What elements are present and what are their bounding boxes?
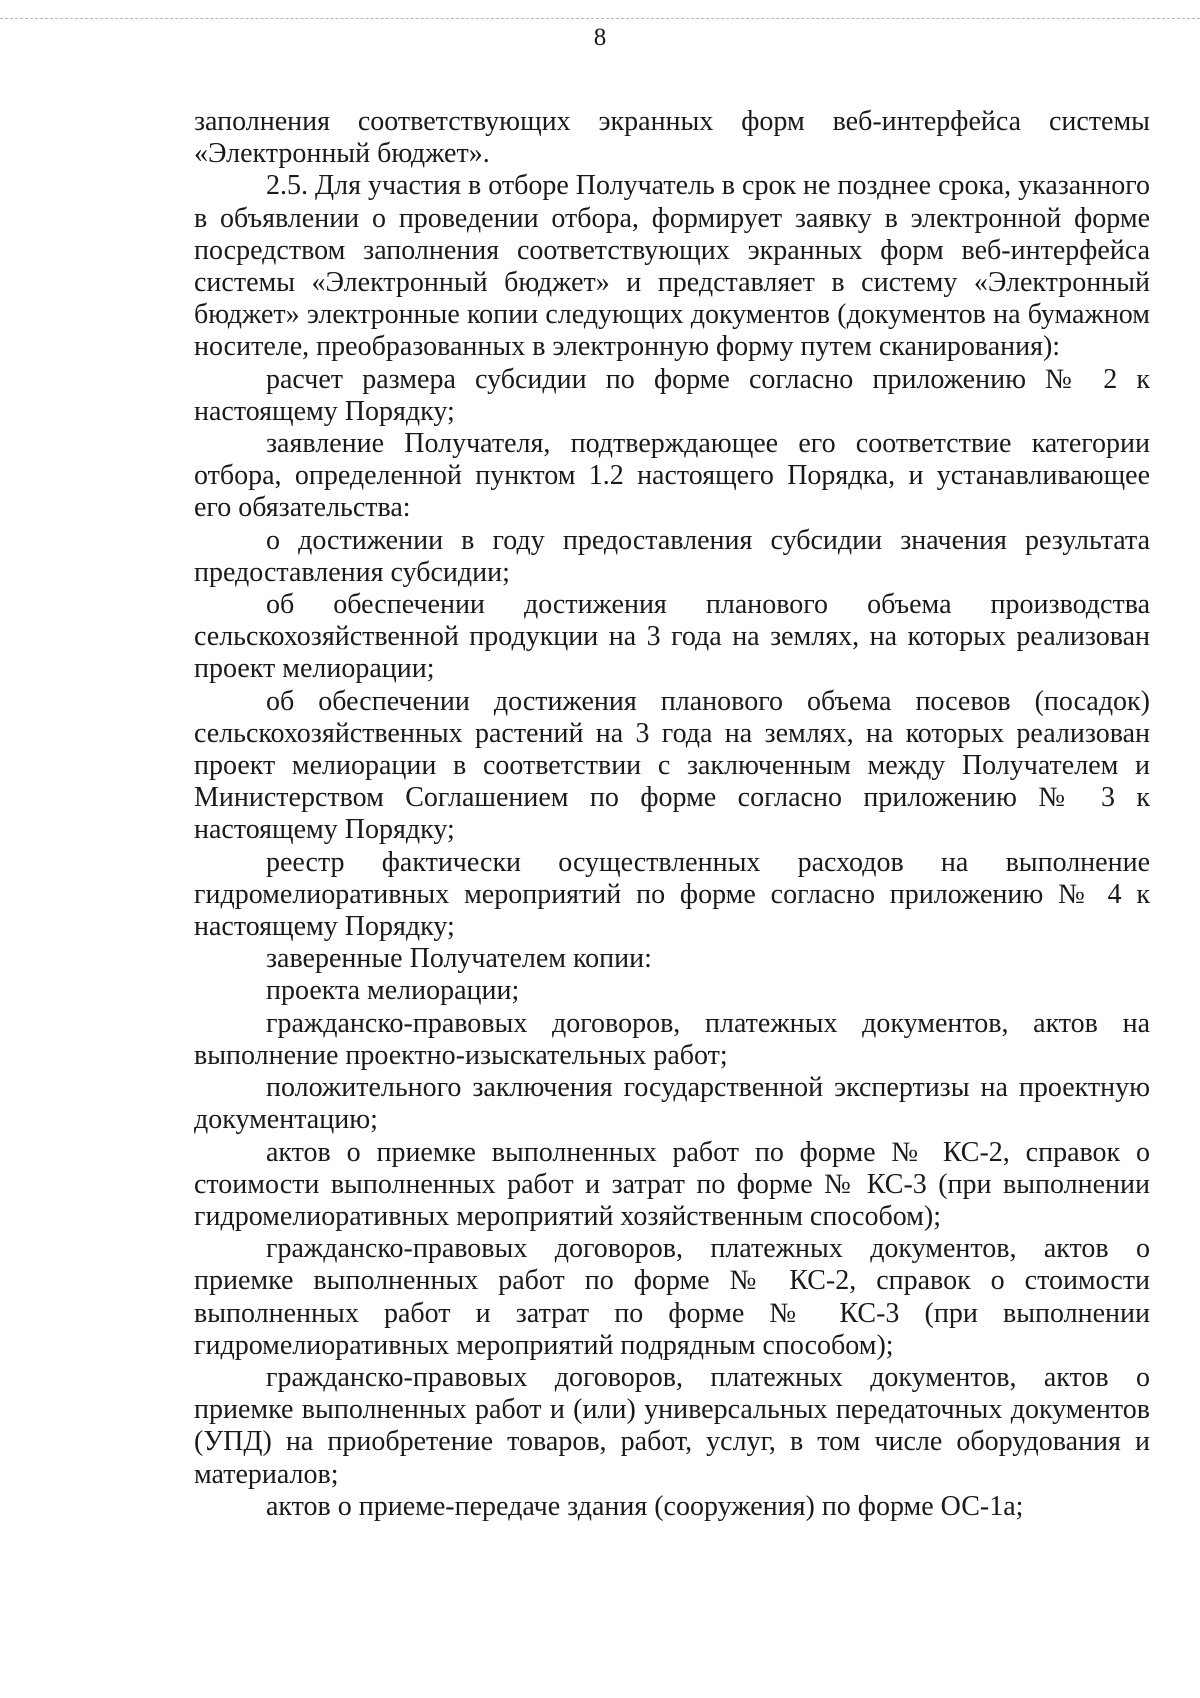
list-item-acceptance-acts-own-method: актов о приемке выполненных работ по форме № КС-2, справок о стоимости выполненных работ и затрат по форме № КС-3 (при выполнении гидромелиоративных мероприятий хозяйственным способом); [194,1136,1150,1232]
list-item-purchase-documents: гражданско-правовых договоров, платежных документов, актов о приемке выполненных работ и (или) универсальных передаточных документов (УПД) на приобретение товаров, работ, услуг, в том числе оборудования и материалов; [194,1361,1150,1490]
list-item-subsidy-calculation: расчет размера субсидии по форме согласно приложению № 2 к настоящему Порядку; [194,363,1150,427]
list-item-sowing-volume: об обеспечении достижения планового объема посевов (посадок) сельскохозяйственных растений на 3 года на землях, на которых реализован проект мелиорации в соответствии с заключенным между Получателем и Министерством Соглашением по форме согласно приложению № 3 к настоящему Порядку; [194,685,1150,846]
scan-edge-line [0,18,1200,19]
list-item-result-achievement: о достижении в году предоставления субсидии значения результата предоставления субсидии; [194,524,1150,588]
list-item-expense-register: реестр фактически осуществленных расходов на выполнение гидромелиоративных мероприятий по форме согласно приложению № 4 к настоящему Порядку; [194,846,1150,943]
list-item-production-volume: об обеспечении достижения планового объема производства сельскохозяйственной продукции на 3 года на землях, на которых реализован проект мелиорации; [194,589,1150,685]
paragraph-continuation: заполнения соответствующих экранных форм веб-интерфейса системы «Электронный бюджет». [194,106,1150,170]
page-number: 8 [593,24,607,51]
list-item-transfer-acts: актов о приеме-передаче здания (сооружения) по форме ОС-1а; [266,1490,1024,1522]
document-body [194,106,1150,1523]
list-item-state-expertise: положительного заключения государственной экспертизы на проектную документацию; [194,1072,1150,1136]
list-item-survey-contracts: гражданско-правовых договоров, платежных документов, актов на выполнение проектно-изыскательных работ; [194,1007,1150,1071]
list-item-certified-copies: заверенные Получателем копии: [266,943,652,975]
list-item-recipient-statement: заявление Получателя, подтверждающее его соответствие категории отбора, определенной пунктом 1.2 настоящего Порядка, и устанавливающее его обязательства: [194,428,1150,524]
list-item-melioration-project: проекта мелиорации; [266,975,520,1007]
list-item-acceptance-acts-contract-method: гражданско-правовых договоров, платежных документов, актов о приемке выполненных работ по форме № КС-2, справок о стоимости выполненных работ и затрат по форме № КС-3 (при выполнении гидромелиоративных мероприятий подрядным способом); [194,1233,1150,1361]
paragraph-clause-2-5: 2.5. Для участия в отборе Получатель в срок не позднее срока, указанного в объявлении о проведении отбора, формирует заявку в электронной форме посредством заполнения соответствующих экранных форм веб-интерфейса системы «Электронный бюджет» и представляет в систему «Электронный бюджет» электронные копии следующих документов (документов на бумажном носителе, преобразованных в электронную форму путем сканирования): [194,170,1150,363]
